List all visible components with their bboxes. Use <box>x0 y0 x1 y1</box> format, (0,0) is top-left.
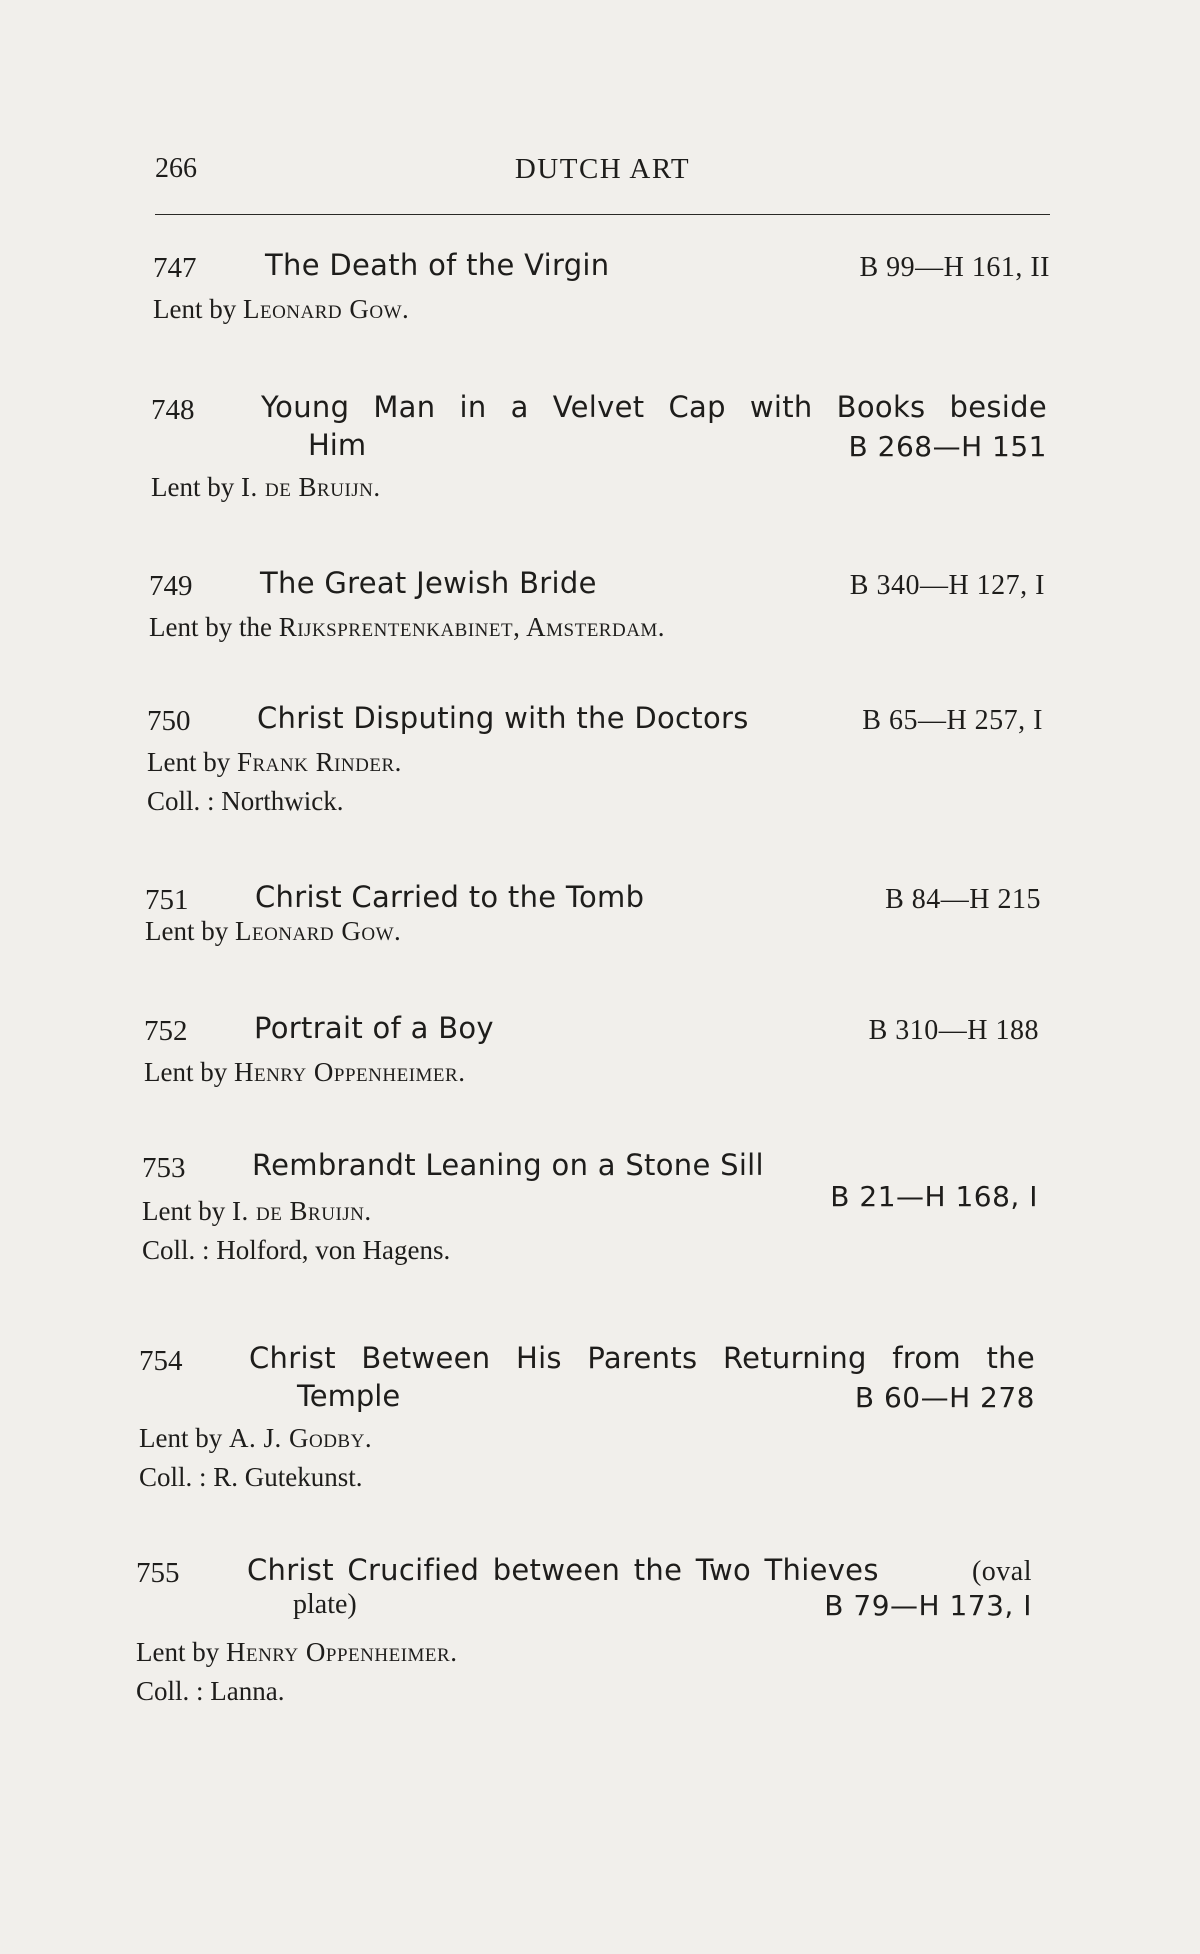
entry-reference: B 268—H 151 <box>848 430 1047 463</box>
entry-title-line2: Him <box>308 428 367 462</box>
entry-number: 753 <box>142 1152 186 1184</box>
collection-value: Northwick. <box>221 786 344 816</box>
lender-line <box>147 747 1043 778</box>
entry-title: The Great Jewish Bride <box>260 566 597 600</box>
lender-line <box>153 294 1050 325</box>
entry-number: 751 <box>145 884 189 916</box>
entry-title: Rembrandt Leaning on a Stone Sill <box>252 1148 764 1182</box>
collection-line <box>136 1676 1032 1707</box>
catalogue-entry-751 <box>145 880 1041 947</box>
lent-prefix: Lent by <box>147 747 231 777</box>
entry-reference: B 60—H 278 <box>854 1381 1035 1414</box>
lender-name: I. de Bruijn. <box>240 472 381 502</box>
lender-line <box>149 612 1045 643</box>
lender-name: A. J. Godby. <box>228 1423 373 1453</box>
lender-name: Rijksprentenkabinet, Amsterdam. <box>278 612 666 642</box>
entry-number: 755 <box>136 1557 180 1589</box>
lender-name: Henry Oppenheimer. <box>233 1057 466 1087</box>
entry-title: Christ Disputing with the Doctors <box>257 701 749 735</box>
entry-reference: B 65—H 257, I <box>862 705 1043 736</box>
collection-line <box>147 786 1043 817</box>
entry-number: 749 <box>149 570 193 602</box>
entry-reference: B 79—H 173, I <box>824 1589 1032 1622</box>
catalogue-entry-753 <box>142 1148 1038 1266</box>
catalogue-entry-749 <box>149 566 1045 643</box>
page-number: 266 <box>155 153 197 184</box>
lender-line <box>145 916 1041 947</box>
entry-reference: B 310—H 188 <box>868 1015 1039 1046</box>
lender-line <box>144 1057 1039 1088</box>
catalogue-entry-748 <box>151 390 1047 503</box>
catalogue-entry-747 <box>153 248 1050 325</box>
entry-title-line2: Temple <box>297 1379 401 1413</box>
lent-prefix: Lent by <box>151 472 235 502</box>
entry-title-line1: Young Man in a Velvet Cap with Books beside <box>261 390 1047 424</box>
collection-value: R. Gutekunst. <box>213 1462 363 1492</box>
lender-name: Leonard Gow. <box>234 916 402 946</box>
lender-name: Frank Rinder. <box>236 747 402 777</box>
collection-line <box>142 1235 1038 1266</box>
collection-value: Holford, von Hagens. <box>216 1235 451 1265</box>
lent-prefix: Lent by <box>153 294 237 324</box>
entry-number: 750 <box>147 705 191 737</box>
entry-title: The Death of the Virgin <box>265 248 610 282</box>
lent-prefix: Lent by <box>139 1423 223 1453</box>
lender-line <box>136 1637 1032 1668</box>
lender-name: I. de Bruijn. <box>231 1196 372 1226</box>
entry-reference: B 340—H 127, I <box>849 570 1045 601</box>
catalogue-entry-754 <box>139 1341 1035 1493</box>
lent-prefix: Lent by <box>145 916 229 946</box>
entry-number: 754 <box>139 1345 183 1377</box>
lender-name: Henry Oppenheimer. <box>225 1637 458 1667</box>
catalogue-entry-750 <box>147 701 1043 817</box>
collection-line <box>139 1462 1035 1493</box>
lender-line <box>139 1423 1035 1454</box>
entry-number: 752 <box>144 1015 188 1047</box>
entry-number: 748 <box>151 394 195 426</box>
running-title: DUTCH ART <box>514 153 691 185</box>
lent-prefix: Lent by the <box>149 612 272 642</box>
catalogue-entry-755 <box>136 1553 1032 1707</box>
entry-reference: B 99—H 161, II <box>859 252 1050 283</box>
collection-value: Lanna. <box>210 1676 285 1706</box>
entry-reference: B 84—H 215 <box>885 884 1041 915</box>
entry-title-line1: Christ Between His Parents Returning from the <box>249 1341 1035 1375</box>
entry-title-line1: Christ Crucified between the Two Thieves <box>247 1553 879 1587</box>
lent-prefix: Lent by <box>136 1637 220 1667</box>
catalogue-entry-752 <box>144 1011 1039 1088</box>
entry-number: 747 <box>153 252 197 284</box>
page-header <box>155 153 1050 193</box>
collection-label: Coll. : <box>142 1235 210 1265</box>
entry-title: Portrait of a Boy <box>254 1011 494 1045</box>
collection-label: Coll. : <box>136 1676 204 1706</box>
collection-label: Coll. : <box>139 1462 207 1492</box>
lent-prefix: Lent by <box>144 1057 228 1087</box>
lent-prefix: Lent by <box>142 1196 226 1226</box>
collection-label: Coll. : <box>147 786 215 816</box>
lender-line <box>151 472 1047 503</box>
entry-title: Christ Carried to the Tomb <box>255 880 645 914</box>
entry-title-suffix: (oval <box>971 1556 1032 1587</box>
lender-name: Leonard Gow. <box>242 294 410 324</box>
entry-reference: B 21—H 168, I <box>830 1180 1038 1213</box>
entry-title-line2: plate) <box>293 1589 357 1620</box>
header-rule <box>155 214 1050 215</box>
